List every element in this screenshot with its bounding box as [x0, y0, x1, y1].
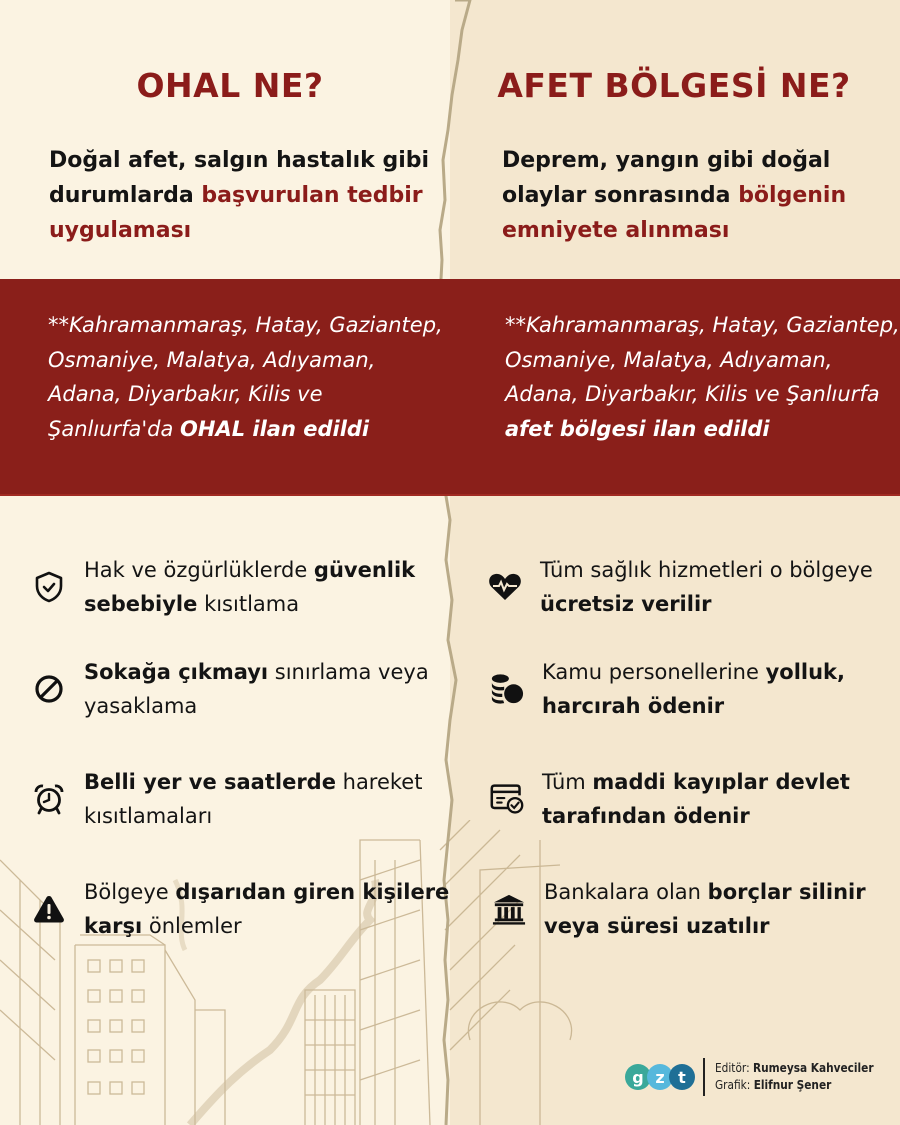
- alarm-clock-icon: [32, 782, 66, 816]
- credits-footer: [625, 1058, 895, 1096]
- ohal-item: [32, 875, 452, 943]
- warning-icon: [32, 892, 66, 926]
- afet-declaration-text: **Kahramanmaraş, Hatay, Gaziantep, Osmaniye, Malatya, Adıyaman, Adana, Diyarbakır, Kilis ve Şanlıurfa: [505, 313, 900, 406]
- footer-divider: [703, 1058, 705, 1096]
- prohibited-icon: [32, 672, 66, 706]
- editor-credit: Editör: Rumeysa Kahveciler: [714, 1061, 874, 1075]
- afet-description-text: Deprem, yangın gibi doğal olaylar sonrasında: [502, 148, 831, 208]
- afet-description: [502, 143, 892, 248]
- shield-check-icon: [32, 570, 66, 604]
- ohal-description: [49, 143, 439, 248]
- ohal-declaration-text: **Kahramanmaraş, Hatay, Gaziantep, Osmaniye, Malatya, Adıyaman, Adana, Diyarbakır, Kilis ve Şanlıurfa'da: [48, 313, 443, 441]
- graphic-credit: Grafik: Elifnur Şener: [714, 1078, 831, 1092]
- ohal-description-highlight: başvurulan tedbir uygulaması: [49, 183, 423, 243]
- heartbeat-icon: [488, 570, 522, 604]
- bank-icon: [492, 892, 526, 926]
- logo-letter-z: z: [647, 1064, 673, 1090]
- afet-description-highlight: bölgenin emniyete alınması: [502, 183, 847, 243]
- afet-item: [488, 553, 900, 621]
- ohal-item: [32, 553, 452, 621]
- afet-item-text: Tüm sağlık hizmetleri o bölgeye ücretsiz verilir: [540, 558, 873, 616]
- afet-declaration: [505, 308, 900, 446]
- ohal-item-text: Sokağa çıkmayı sınırlama veya yasaklama: [84, 660, 429, 718]
- afet-item-text: Bankalara olan borçlar silinir veya süresi uzatılır: [544, 880, 866, 938]
- ohal-declaration-bold: OHAL ilan edildi: [180, 416, 370, 441]
- coins-icon: [490, 672, 524, 706]
- credits-text: [715, 1060, 874, 1094]
- afet-item-text: Kamu personellerine yolluk, harcırah ödenir: [542, 660, 845, 718]
- logo-letter-t: t: [669, 1064, 695, 1090]
- ohal-item: [32, 655, 452, 723]
- afet-item: [490, 765, 900, 833]
- logo-letter-g: g: [625, 1064, 651, 1090]
- afet-item-text: Tüm maddi kayıplar devlet tarafından ödenir: [542, 770, 850, 828]
- afet-declaration-bold: afet bölgesi ilan edildi: [505, 416, 770, 441]
- ohal-description-text: Doğal afet, salgın hastalık gibi durumlarda: [49, 148, 430, 208]
- ohal-item-text: Hak ve özgürlüklerde güvenlik sebebiyle kısıtlama: [84, 558, 416, 616]
- ohal-item: [32, 765, 452, 833]
- ohal-title: OHAL NE?: [136, 66, 324, 105]
- afet-item: [492, 875, 900, 943]
- ohal-declaration: [48, 308, 448, 446]
- ohal-item-text: Bölgeye dışarıdan giren kişilere karşı önlemler: [84, 880, 450, 938]
- gzt-logo: [625, 1064, 695, 1090]
- afet-item: [490, 655, 900, 723]
- afet-title: AFET BÖLGESİ NE?: [497, 66, 851, 105]
- payment-card-check-icon: [490, 782, 524, 816]
- ohal-item-text: Belli yer ve saatlerde hareket kısıtlamaları: [84, 770, 423, 828]
